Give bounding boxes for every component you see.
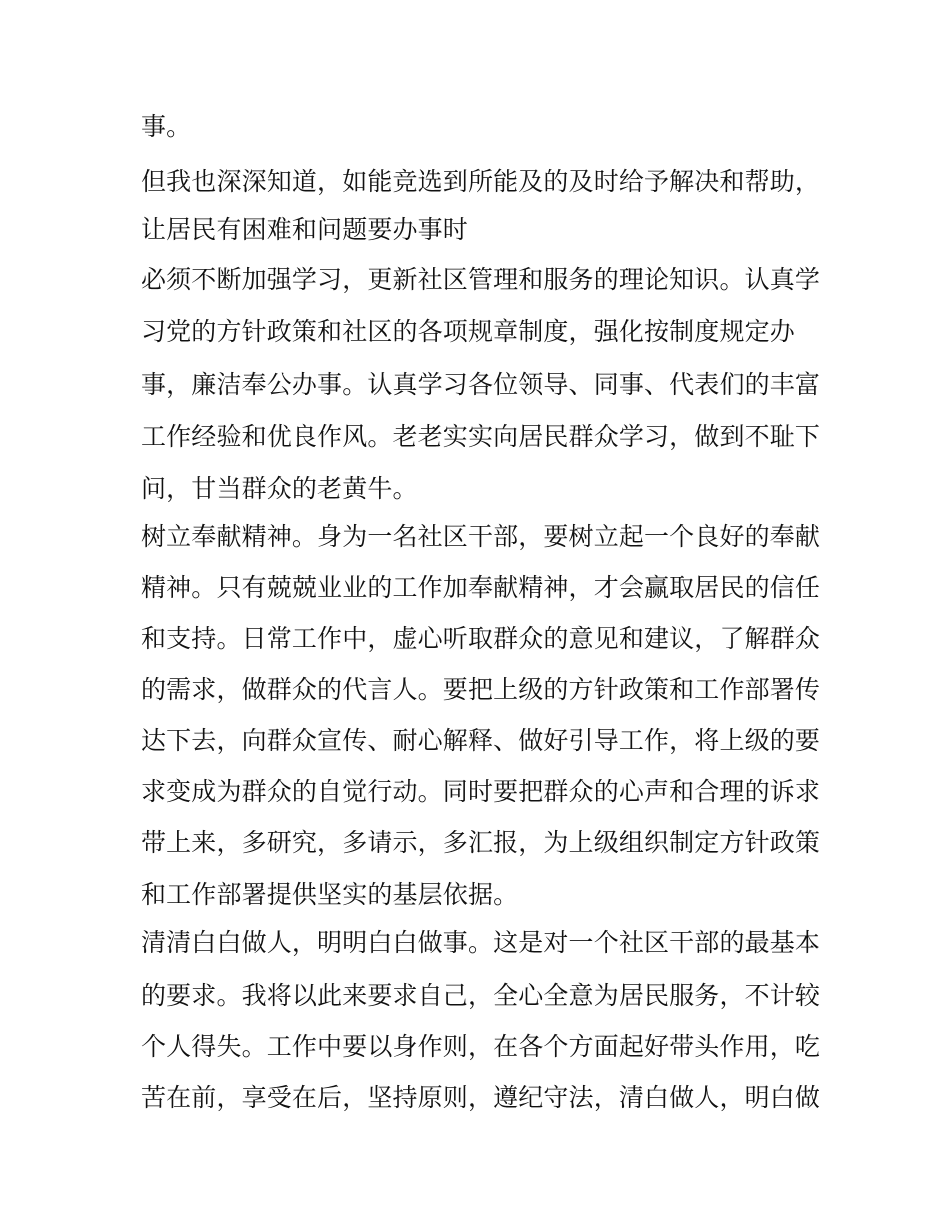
text-line-9: 树立奉献精神。身为一名社区干部，要树立起一个良好的奉献 xyxy=(141,522,821,551)
text-line-18: 的要求。我将以此来要求自己，全心全意为居民服务，不计较 xyxy=(141,981,821,1010)
text-line-1: 事。 xyxy=(141,112,192,141)
text-line-12: 的需求，做群众的代言人。要把上级的方针政策和工作部署传 xyxy=(141,675,821,704)
text-line-17: 清清白白做人，明明白白做事。这是对一个社区干部的最基本 xyxy=(141,928,821,957)
text-line-20: 苦在前，享受在后，坚持原则，遵纪守法，清白做人，明白做 xyxy=(141,1083,821,1112)
text-line-3: 让居民有困难和问题要办事时 xyxy=(141,215,468,244)
text-line-7: 工作经验和优良作风。老老实实向居民群众学习，做到不耻下 xyxy=(141,422,821,451)
text-line-14: 求变成为群众的自觉行动。同时要把群众的心声和合理的诉求 xyxy=(141,777,821,806)
text-line-4: 必须不断加强学习，更新社区管理和服务的理论知识。认真学 xyxy=(141,265,821,294)
text-line-13: 达下去，向群众宣传、耐心解释、做好引导工作，将上级的要 xyxy=(141,726,821,755)
text-line-16: 和工作部署提供坚实的基层依据。 xyxy=(141,880,519,909)
text-line-19: 个人得失。工作中要以身作则，在各个方面起好带头作用，吃 xyxy=(141,1032,821,1061)
text-line-8: 问，甘当群众的老黄牛。 xyxy=(141,474,418,503)
text-line-2: 但我也深深知道，如能竞选到所能及的及时给予解决和帮助， xyxy=(141,167,821,196)
text-line-5: 习党的方针政策和社区的各项规章制度，强化按制度规定办 xyxy=(141,317,795,346)
text-line-10: 精神。只有兢兢业业的工作加奉献精神，才会赢取居民的信任 xyxy=(141,573,821,602)
text-line-6: 事，廉洁奉公办事。认真学习各位领导、同事、代表们的丰富 xyxy=(141,370,821,399)
text-line-11: 和支持。日常工作中，虚心听取群众的意见和建议，了解群众 xyxy=(141,624,821,653)
text-line-15: 带上来，多研究，多请示，多汇报，为上级组织制定方针政策 xyxy=(141,828,821,857)
